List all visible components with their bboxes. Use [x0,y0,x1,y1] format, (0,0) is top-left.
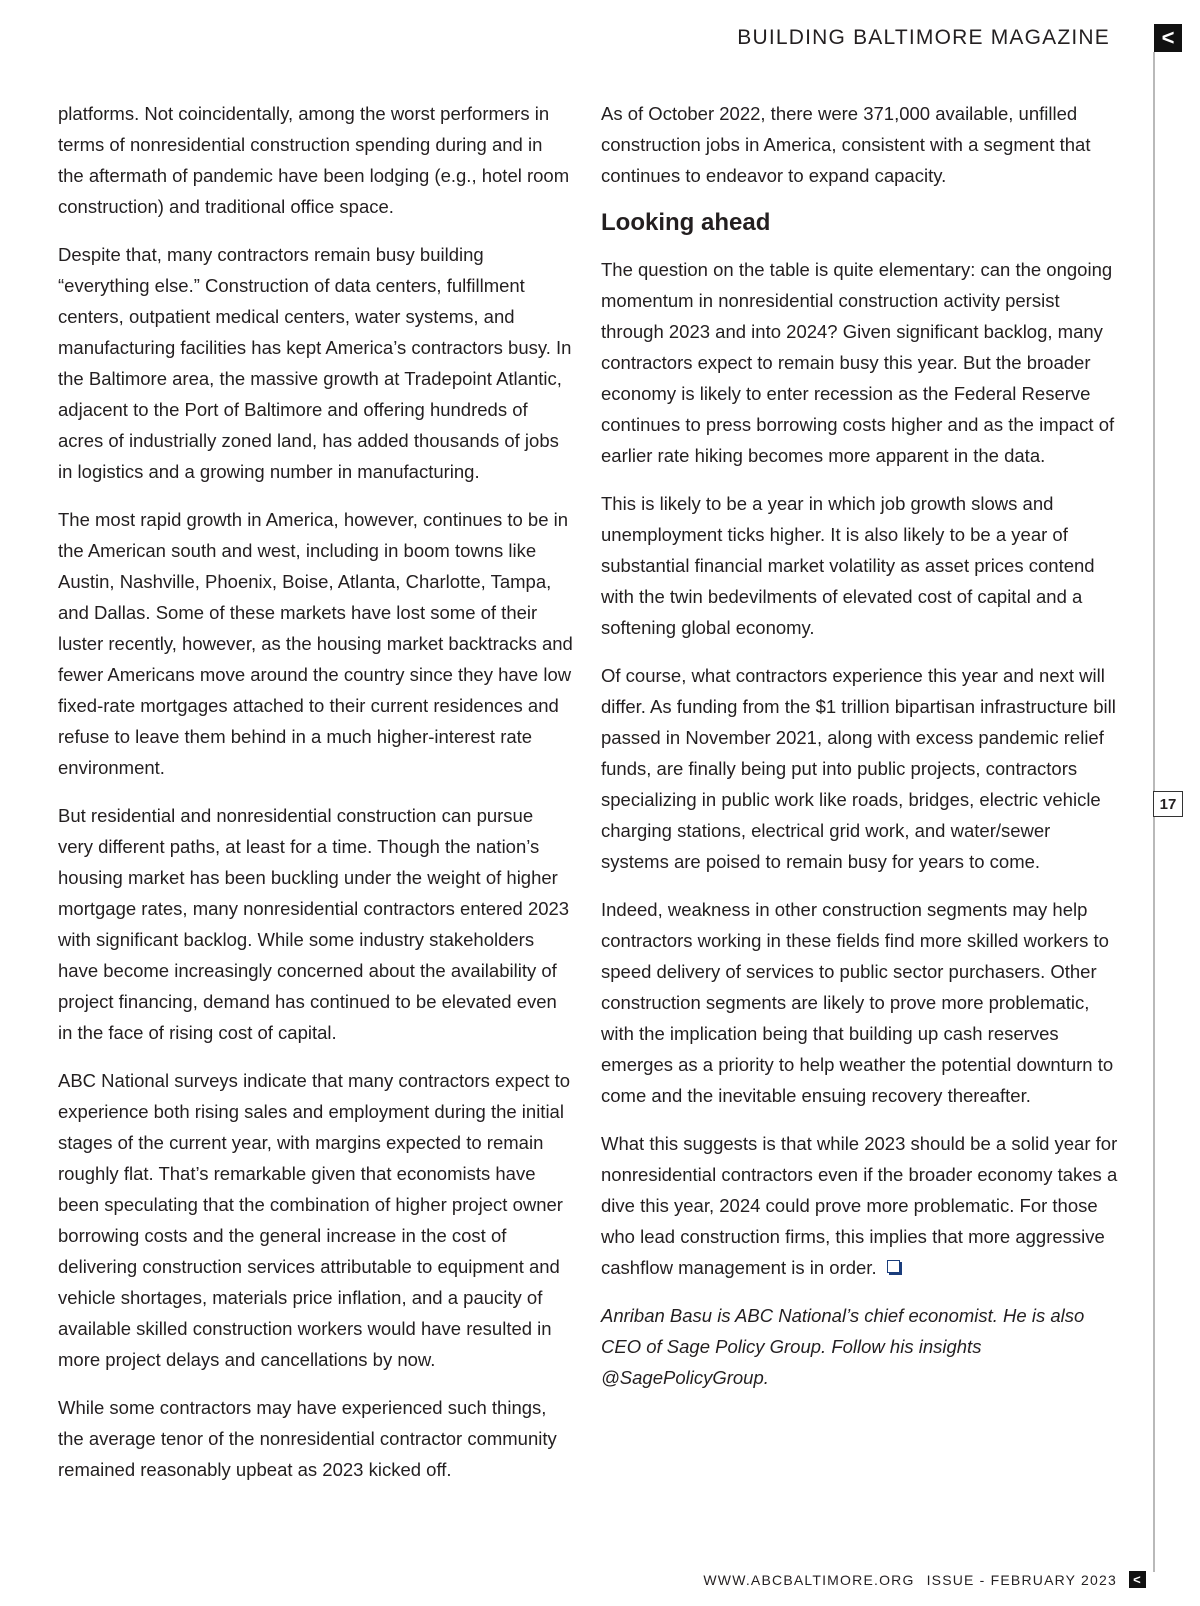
back-arrow-icon[interactable]: < [1129,1571,1146,1588]
magazine-title: BUILDING BALTIMORE MAGAZINE [737,26,1110,49]
author-byline: Anriban Basu is ABC National’s chief economist. He is also CEO of Sage Policy Group. Follow his insights @SagePolicyGroup. [601,1305,1085,1388]
body-paragraph: Indeed, weakness in other construction segments may help contractors working in these fields find more skilled workers to speed delivery of services to public sector purchasers. Other construction segments are likely to prove more problematic, with the implication being that building up cash reserves emerges as a priority to help weather the potential downturn to come and the inevitable ensuing recovery thereafter. [601,899,1114,1106]
closing-paragraph [601,1128,1121,1283]
body-paragraph: While some contractors may have experienced such things, the average tenor of the nonresidential contractor community remained reasonably upbeat as 2023 kicked off. [58,1397,557,1480]
left-column [58,98,573,1502]
body-paragraph: The question on the table is quite elementary: can the ongoing momentum in nonresidential construction activity persist through 2023 and into 2024? Given significant backlog, many contractors expect to remain busy this year. But the broader economy is likely to enter recession as the Federal Reserve continues to press borrowing costs higher and as the impact of earlier rate hiking becomes more apparent in the data. [601,259,1115,466]
footer-website[interactable]: WWW.ABCBALTIMORE.ORG [703,1571,915,1588]
body-paragraph: Of course, what contractors experience this year and next will differ. As funding from the $1 trillion bipartisan infrastructure bill passed in November 2021, along with excess pandemic relief funds, are finally being put into public projects, contractors specializing in public work like roads, bridges, electric vehicle charging stations, electrical grid work, and water/sewer systems are poised to remain busy for years to come. [601,665,1116,872]
body-paragraph: As of October 2022, there were 371,000 available, unfilled construction jobs in America, consistent with a segment that continues to endeavor to expand capacity. [601,103,1091,186]
section-heading: Looking ahead [601,209,771,236]
body-paragraph: platforms. Not coincidentally, among the worst performers in terms of nonresidential construction spending during and in the aftermath of pandemic have been lodging (e.g., hotel room construction) and traditional office space. [58,103,570,217]
body-paragraph: The most rapid growth in America, however, continues to be in the American south and west, including in boom towns like Austin, Nashville, Phoenix, Boise, Atlanta, Charlotte, Tampa, and Dallas. Some of these markets have lost some of their luster recently, however, as the housing market backtracks and fewer Americans move around the country since they have low fixed-rate mortgages attached to their current residences and refuse to leave them behind in a much higher-interest rate environment. [58,509,573,778]
body-paragraph: This is likely to be a year in which job growth slows and unemployment ticks higher. It is also likely to be a year of substantial financial market volatility as asset prices contend with the twin bedevilments of elevated cost of capital and a softening global economy. [601,493,1095,638]
back-arrow-icon[interactable]: < [1154,24,1182,52]
body-paragraph: ABC National surveys indicate that many contractors expect to experience both rising sales and employment during the initial stages of the current year, with margins expected to remain roughly flat. That’s remarkable given that economists have been speculating that the combination of higher project owner borrowing costs and the general increase in the cost of delivering construction services attributable to equipment and vehicle shortages, materials price inflation, and a paucity of available skilled construction workers would have resulted in more project delays and cancellations by now. [58,1070,571,1370]
footer-issue: ISSUE - FEBRUARY 2023 [926,1571,1117,1588]
end-mark-icon [887,1260,900,1273]
right-column [601,98,1121,1410]
body-paragraph: Despite that, many contractors remain busy building “everything else.” Construction of data centers, fulfillment centers, outpatient medical centers, water systems, and manufacturing facilities has kept America’s contractors busy. In the Baltimore area, the massive growth at Tradepoint Atlantic, adjacent to the Port of Baltimore and offering hundreds of acres of industrially zoned land, has added thousands of jobs in logistics and a growing number in manufacturing. [58,244,572,482]
closing-text: What this suggests is that while 2023 should be a solid year for nonresidential contractors even if the broader economy takes a dive this year, 2024 could prove more problematic. For those who lead construction firms, this implies that more aggressive cashflow management is in order. [601,1133,1118,1278]
page-number: 17 [1153,791,1183,817]
body-paragraph: But residential and nonresidential construction can pursue very different paths, at least for a time. Though the nation’s housing market has been buckling under the weight of higher mortgage rates, many nonresidential contractors entered 2023 with significant backlog. While some industry stakeholders have become increasingly concerned about the availability of project financing, demand has continued to be elevated even in the face of rising cost of capital. [58,805,570,1043]
page-footer [703,1571,1146,1588]
